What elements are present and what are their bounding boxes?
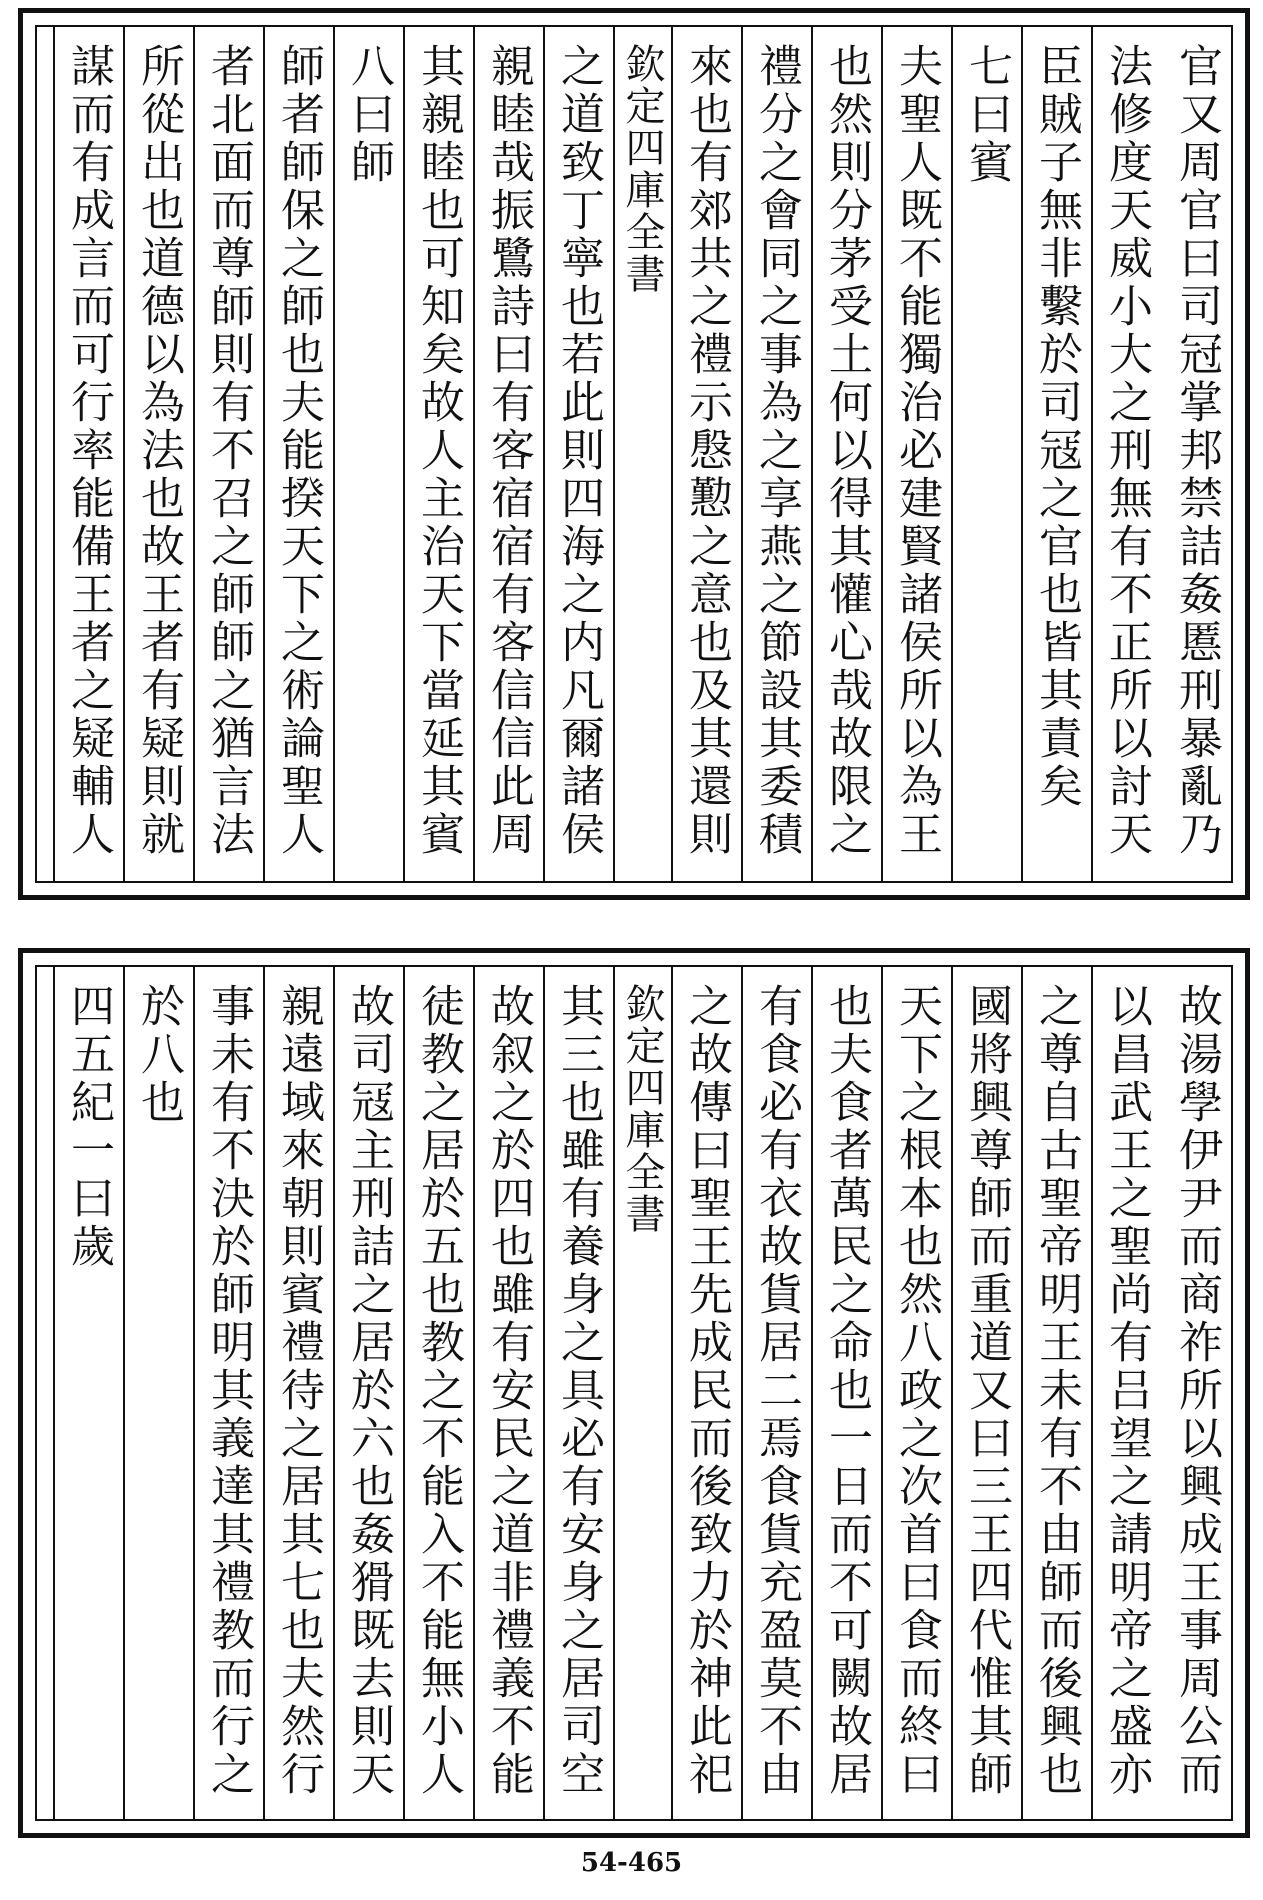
page-number: 54-465 [580, 1848, 683, 1878]
bottom-page-frame [35, 965, 1233, 1821]
text-column: 也夫食者萬民之命也一日而不可闕故居 [811, 967, 881, 1819]
text-column: 四五紀一曰歲 [53, 967, 123, 1819]
text-column: 事未有不決於師明其義達其禮教而行之 [193, 967, 263, 1819]
text-column: 其三也雖有養身之具必有安身之居司空 [543, 967, 613, 1819]
series-banner: 欽定四庫全書 [619, 983, 665, 1235]
series-banner: 欽定四庫全書 [619, 43, 665, 295]
text-column: 有食必有衣故貨居二焉食貨充盈莫不由 [741, 967, 811, 1819]
text-column: 七曰賓 [951, 27, 1021, 881]
text-column: 官又周官曰司冠掌邦禁詰姦慝刑暴亂乃 [1171, 43, 1222, 859]
text-column: 來也有郊共之禮示慇懃之意也及其還則 [671, 27, 741, 881]
text-column: 親睦哉振鷺詩曰有客宿宿有客信信此周 [473, 27, 543, 881]
text-column: 故司冦主刑詰之居於六也姦猾既去則天 [333, 967, 403, 1819]
text-column: 天下之根本也然八政之次首曰食而終曰 [881, 967, 951, 1819]
text-column: 所從出也道德以為法也故王者有疑則就 [123, 27, 193, 881]
text-column: 謀而有成言而可行率能備王者之疑輔人 [53, 27, 123, 881]
text-column: 國將興尊師而重道又曰三王四代惟其師 [951, 967, 1021, 1819]
text-column: 徒教之居於五也教之不能入不能無小人 [403, 967, 473, 1819]
text-column: 八曰師 [333, 27, 403, 881]
text-column: 者北面而尊師則有不召之師師之猶言法 [193, 27, 263, 881]
text-column: 故湯學伊尹而商祚所以興成王事周公而 [1171, 983, 1222, 1799]
bottom-page [18, 948, 1250, 1838]
top-page-frame [35, 25, 1233, 883]
text-column: 於八也 [123, 967, 193, 1819]
text-column: 也然則分茅受土何以得其懽心哉故限之 [811, 27, 881, 881]
text-column: 師者師保之師也夫能揆天下之術論聖人 [263, 27, 333, 881]
text-column: 之故傳曰聖王先成民而後致力於神此祀 [671, 967, 741, 1819]
text-column: 法修度天威小大之刑無有不正所以討天 [1091, 27, 1161, 881]
text-column: 禮分之會同之事為之享燕之節設其委積 [741, 27, 811, 881]
text-column: 臣賊子無非繫於司冦之官也皆其責矣 [1021, 27, 1091, 881]
center-column [613, 27, 671, 881]
center-column [613, 967, 671, 1819]
text-column: 之尊自古聖帝明王未有不由師而後興也 [1021, 967, 1091, 1819]
text-column: 其親睦也可知矣故人主治天下當延其賓 [403, 27, 473, 881]
text-column: 親遠域來朝則賓禮待之居其七也夫然行 [263, 967, 333, 1819]
top-page [18, 8, 1250, 900]
text-column: 故叙之於四也雖有安民之道非禮義不能 [473, 967, 543, 1819]
text-column: 以昌武王之聖尚有吕望之請明帝之盛亦 [1091, 967, 1161, 1819]
text-column: 之道致丁寧也若此則四海之内凡爾諸侯 [543, 27, 613, 881]
text-column: 夫聖人既不能獨治必建賢諸侯所以為王 [881, 27, 951, 881]
